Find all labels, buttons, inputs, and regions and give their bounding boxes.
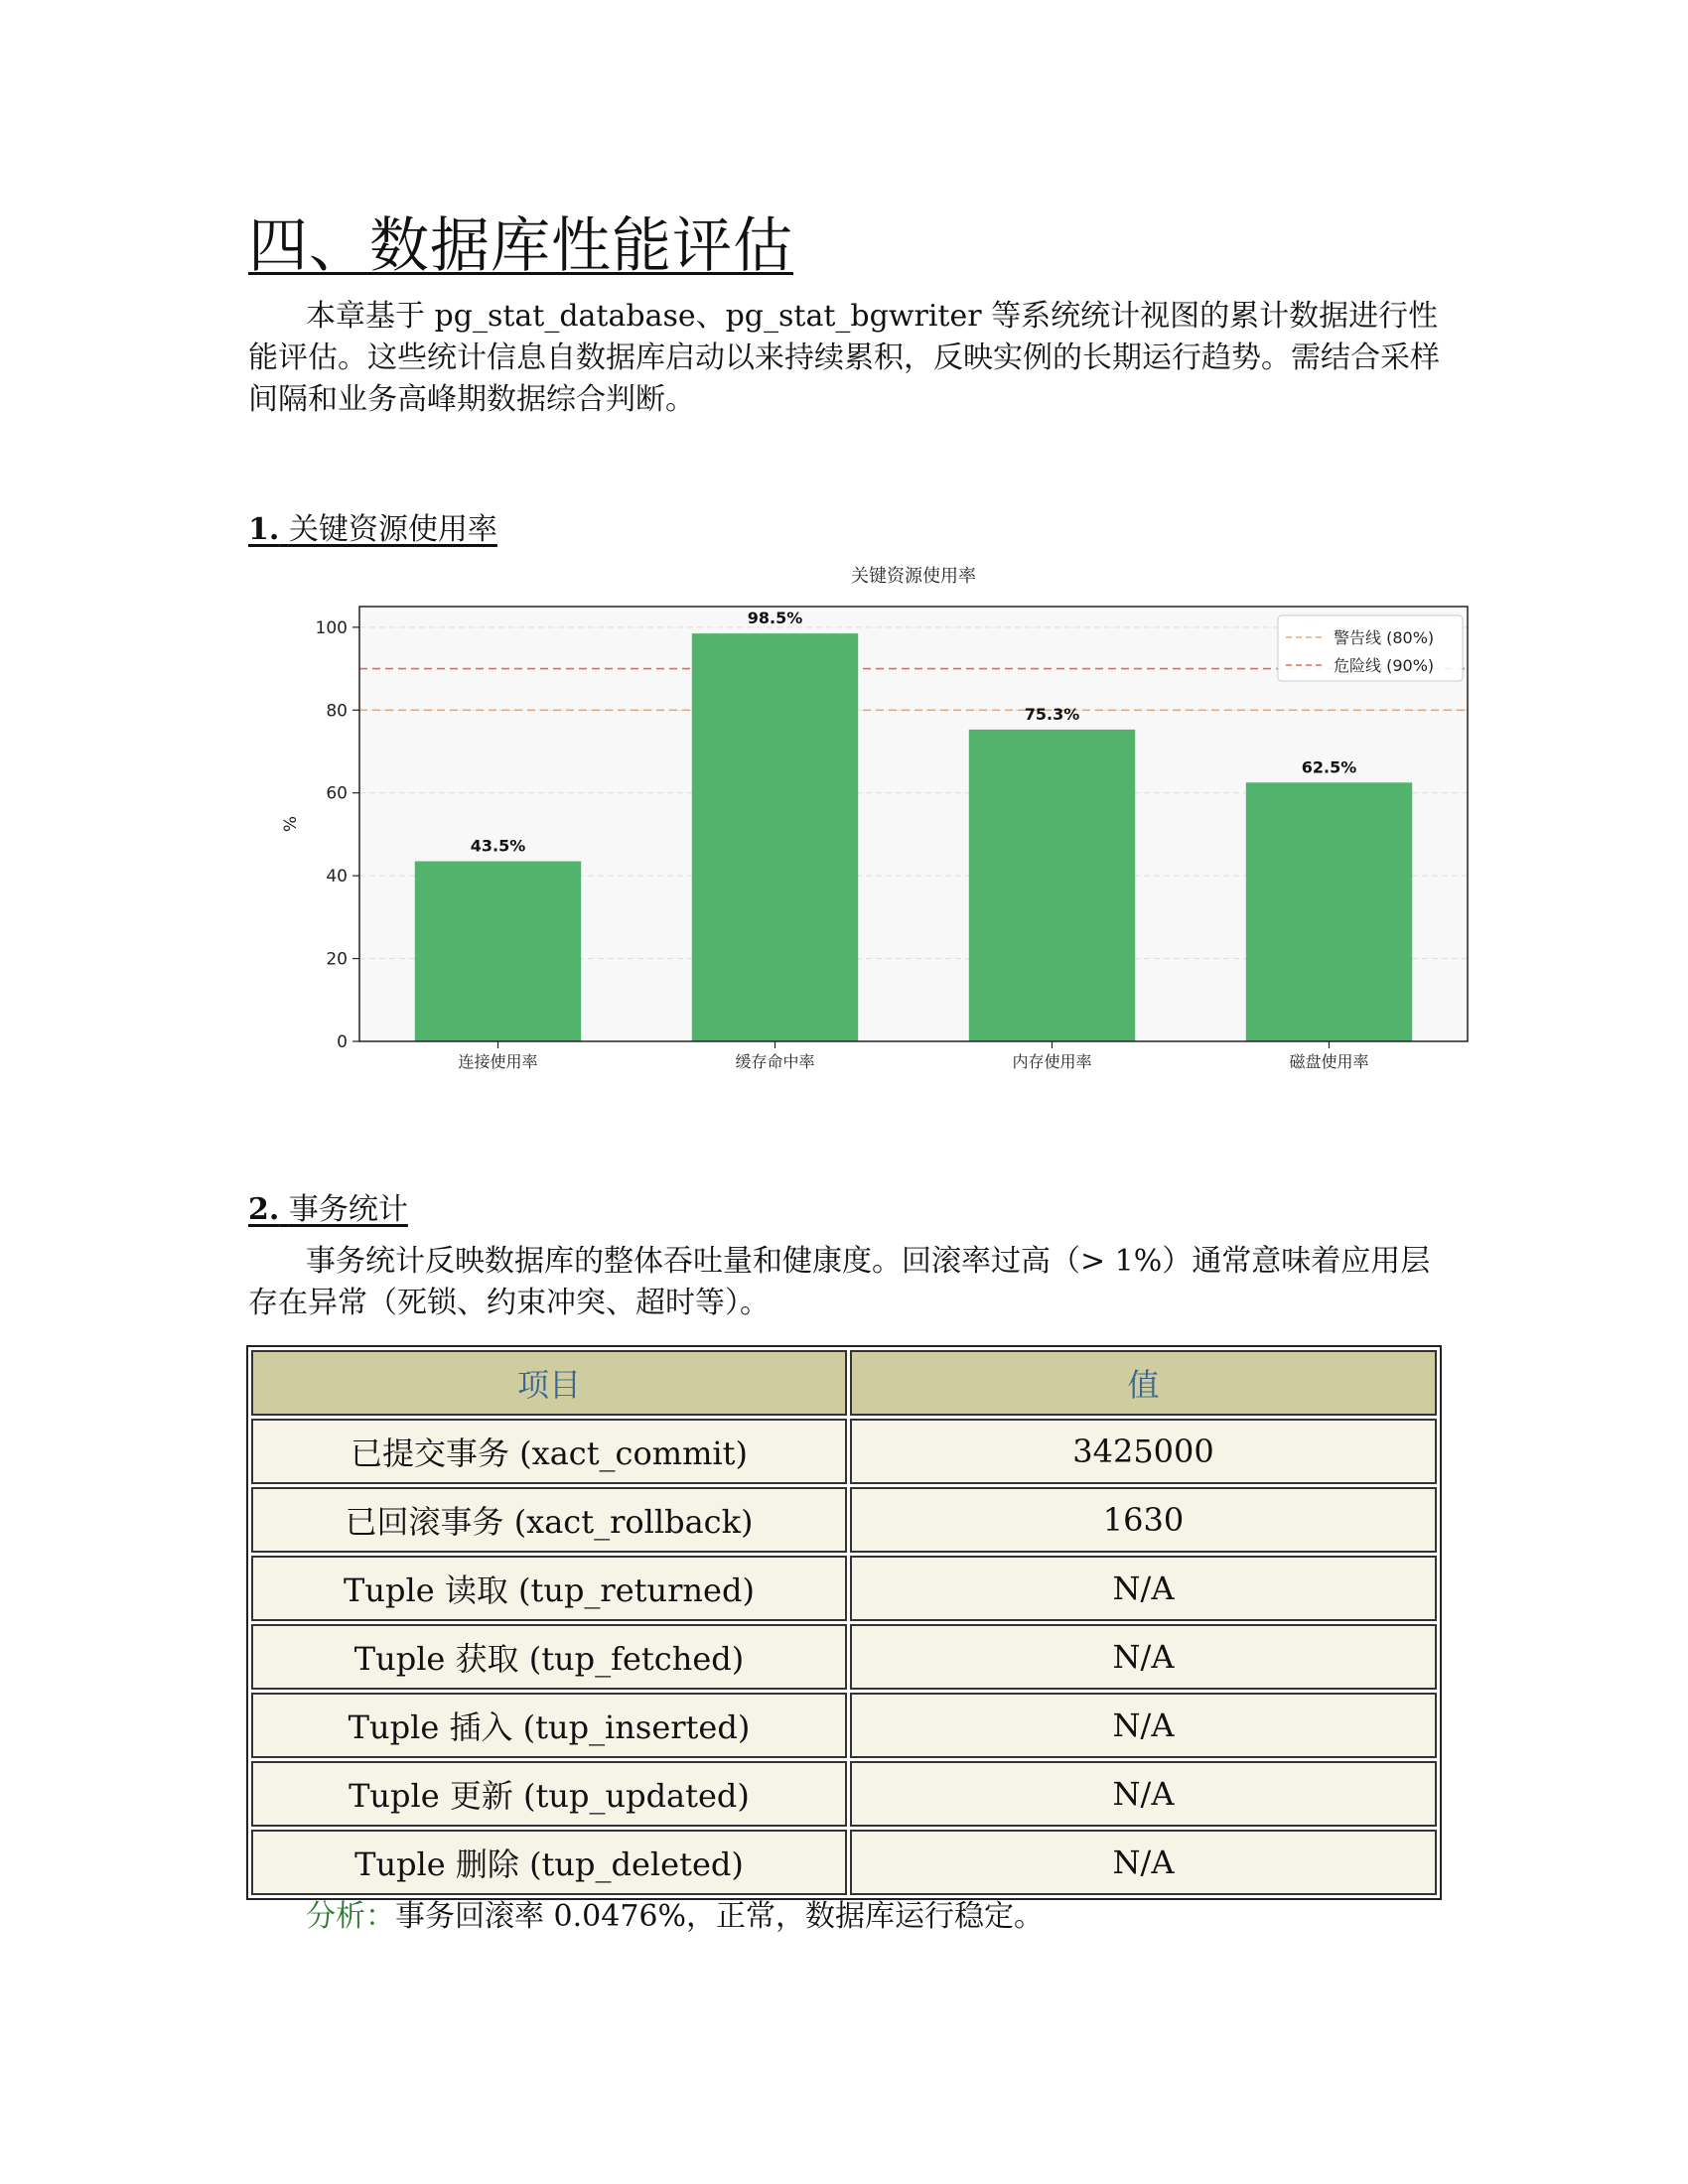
subsection-2-intro: 事务统计反映数据库的整体吞吐量和健康度。回滚率过高（> 1%）通常意味着应用层存在异常（死锁、约束冲突、超时等）。	[248, 1244, 1431, 1320]
section-title: 四、数据库性能评估	[248, 211, 793, 281]
row-value: 3425000	[850, 1419, 1437, 1484]
table-row	[251, 1487, 1437, 1553]
chart-title: 关键资源使用率	[851, 566, 976, 587]
table-row	[251, 1419, 1437, 1484]
y-tick-label: 20	[326, 949, 348, 970]
row-value: N/A	[850, 1830, 1437, 1895]
row-label: Tuple 更新 (tup_updated)	[251, 1761, 847, 1827]
chart-svg	[248, 556, 1509, 1092]
analysis-label: 分析：	[306, 1899, 395, 1934]
row-value: N/A	[850, 1624, 1437, 1690]
legend-label: 危险线 (90%)	[1334, 656, 1435, 675]
y-tick-label: 40	[326, 867, 348, 887]
transaction-stats-table	[246, 1345, 1442, 1900]
bar-data-label: 62.5%	[1301, 757, 1357, 777]
legend-label: 警告线 (80%)	[1334, 628, 1435, 647]
chart-legend	[1278, 615, 1463, 681]
row-label: Tuple 插入 (tup_inserted)	[251, 1693, 847, 1758]
subsection-1-title: 关键资源使用率	[288, 512, 497, 547]
y-tick-label: 100	[315, 617, 348, 638]
bar-data-label: 75.3%	[1024, 704, 1080, 724]
bar-data-label: 98.5%	[747, 609, 803, 628]
table-row	[251, 1761, 1437, 1827]
bar	[415, 862, 581, 1041]
table-row	[251, 1830, 1437, 1895]
chart-ylabel: %	[281, 815, 301, 833]
x-tick-label: 缓存命中率	[735, 1052, 815, 1071]
subsection-2-heading	[248, 1184, 408, 1228]
table-row	[251, 1693, 1437, 1758]
analysis-note	[306, 1896, 1044, 1938]
row-value: N/A	[850, 1556, 1437, 1621]
row-label: Tuple 读取 (tup_returned)	[251, 1556, 847, 1621]
bar	[1246, 782, 1412, 1041]
table-header-row	[251, 1350, 1437, 1416]
y-tick-label: 0	[337, 1032, 348, 1052]
row-value: N/A	[850, 1761, 1437, 1827]
x-tick-label: 连接使用率	[458, 1052, 538, 1071]
row-label: 已提交事务 (xact_commit)	[251, 1419, 847, 1484]
y-tick-label: 80	[326, 701, 348, 722]
bar	[969, 730, 1135, 1041]
section-intro: 本章基于 pg_stat_database、pg_stat_bgwriter 等系统统计视图的累计数据进行性能评估。这些统计信息自数据库启动以来持续累积，反映实例的长期运行趋势。需结合采样间隔和业务高峰期数据综合判断。	[248, 299, 1440, 417]
row-value: N/A	[850, 1693, 1437, 1758]
subsection-2-title: 事务统计	[288, 1192, 408, 1227]
subsection-1-number: 1.	[248, 512, 280, 547]
header-item: 项目	[251, 1350, 847, 1416]
bar-data-label: 43.5%	[470, 836, 526, 856]
row-label: 已回滚事务 (xact_rollback)	[251, 1487, 847, 1553]
row-label: Tuple 获取 (tup_fetched)	[251, 1624, 847, 1690]
analysis-text: 事务回滚率 0.0476%，正常，数据库运行稳定。	[395, 1899, 1045, 1934]
bar	[692, 633, 858, 1041]
row-label: Tuple 删除 (tup_deleted)	[251, 1830, 847, 1895]
subsection-1-heading	[248, 504, 497, 548]
header-value: 值	[850, 1350, 1437, 1416]
table-row	[251, 1556, 1437, 1621]
row-value: 1630	[850, 1487, 1437, 1553]
x-tick-label: 内存使用率	[1012, 1052, 1092, 1071]
resource-usage-chart	[248, 556, 1509, 1092]
x-tick-label: 磁盘使用率	[1289, 1052, 1369, 1071]
subsection-2-number: 2.	[248, 1192, 280, 1227]
table-row	[251, 1624, 1437, 1690]
y-tick-label: 60	[326, 783, 348, 804]
